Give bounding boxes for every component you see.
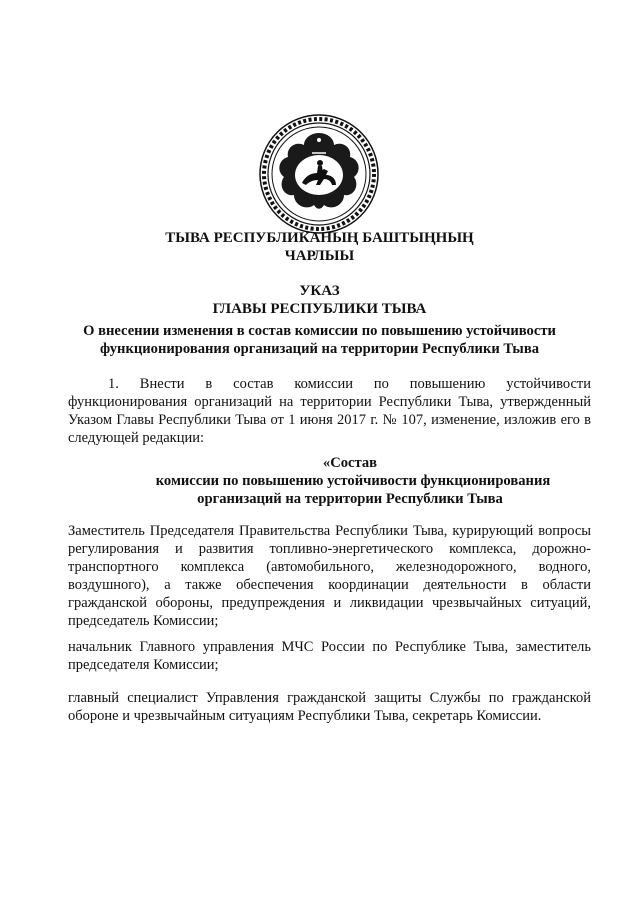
decree-word: УКАЗ [299, 283, 340, 299]
member-secretary: главный специалист Управления гражданской защиты Службы по гражданской обороне и чрезвычайным ситуациям Республики Тыва, секретарь Комиссии. [68, 690, 591, 724]
republic-title-tuvan-line2: ЧАРЛЫЫ [284, 248, 355, 264]
decree-subject-line2: функционирования организаций на территории Республики Тыва [100, 341, 539, 357]
tuva-coat-of-arms-icon [258, 113, 380, 235]
member-chairman: Заместитель Председателя Правительства Республики Тыва, курирующий вопросы регулирования и развития топливно-энергетического комплекса, дорожно-транспортного комплекса (автомобильного, железнодорожного, водного, воздушного), а также обеспечения координации деятельности в области гражданской обороны, предупреждения и ликвидации чрезвычайных ситуаций, председатель Комиссии; [68, 523, 591, 629]
member-deputy-chairman: начальник Главного управления МЧС России по Республике Тыва, заместитель председателя Комиссии; [68, 639, 591, 673]
paragraph-1: 1. Внести в состав комиссии по повышению устойчивости функционирования организаций на территории Республики Тыва, утвержденный Указом Главы Республики Тыва от 1 июня 2017 г. № 107, изменение, изложив его в следующей редакции: [68, 376, 591, 446]
composition-title-line3: организаций на территории Республики Тыва [197, 491, 503, 507]
republic-title-tuvan-line1: ТЫВА РЕСПУБЛИКАНЫҢ БАШТЫҢНЫҢ [165, 230, 474, 246]
decree-subject-line1: О внесении изменения в состав комиссии по повышению устойчивости [83, 323, 556, 339]
decree-issuer: ГЛАВЫ РЕСПУБЛИКИ ТЫВА [212, 301, 427, 317]
composition-title-line1: «Состав [322, 455, 378, 471]
composition-title-line2: комиссии по повышению устойчивости функционирования [155, 473, 551, 489]
